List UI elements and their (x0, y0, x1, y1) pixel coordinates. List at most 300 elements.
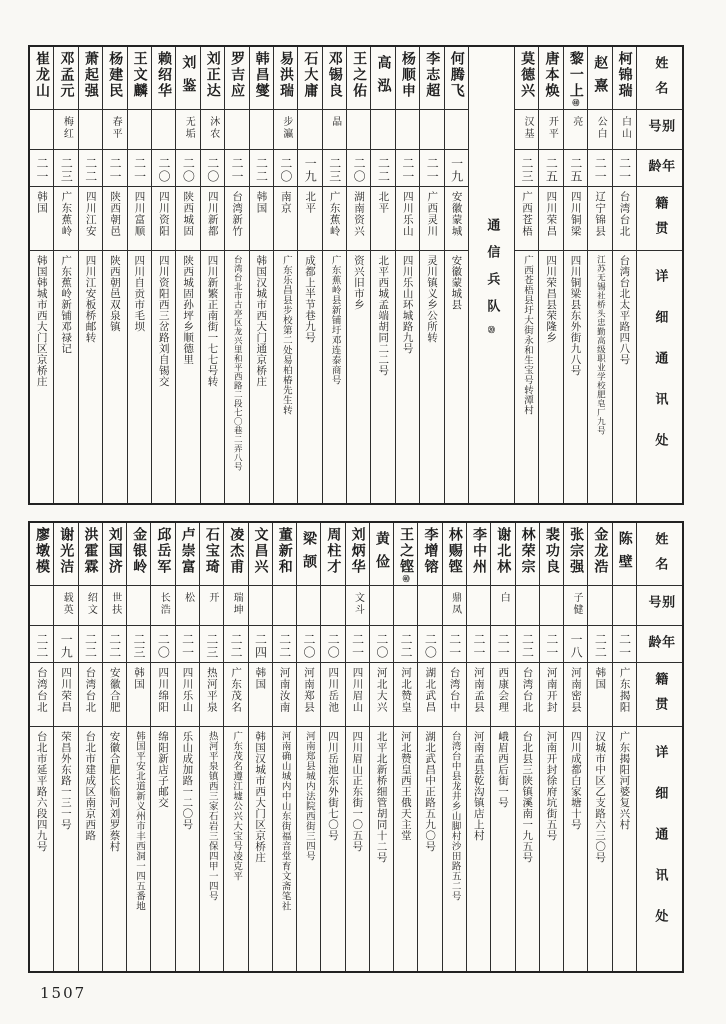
entry-address (273, 726, 296, 971)
entry-native (176, 662, 199, 726)
column-header-native (637, 186, 682, 250)
entry-age (515, 149, 538, 186)
directory-entry (587, 523, 611, 971)
entry-native (540, 662, 563, 726)
entry-age-text: 二〇 (205, 157, 220, 183)
entry-age-text: 二〇 (326, 633, 341, 659)
entry-alias (443, 585, 466, 625)
entry-name-text: 李中州 (471, 527, 488, 575)
entry-alias (516, 585, 539, 625)
entry-name (30, 523, 53, 585)
entry-native-text: 四川江安 (84, 191, 97, 237)
entry-native-text: 四川荣昌 (60, 667, 73, 713)
entry-alias (103, 109, 126, 149)
entry-address (321, 726, 344, 971)
entry-age (127, 625, 150, 662)
entry-native-text: 陕西城固 (182, 191, 195, 237)
unit-separator-cell-text: 通信兵队⑳ (484, 217, 500, 333)
entry-alias (539, 109, 562, 149)
entry-address (371, 250, 394, 503)
entry-address (79, 250, 102, 503)
entry-annotation-mark: ㊵ (571, 99, 581, 106)
entry-native-text: 四川眉山 (351, 667, 364, 713)
entry-address-text: 四川江安板桥邮转 (84, 255, 97, 343)
entry-age (396, 149, 419, 186)
entry-address (323, 250, 346, 503)
entry-native-text: 辽宁锦县 (594, 191, 607, 237)
entry-age-text: 二〇 (278, 157, 293, 183)
entry-age-text: 二二 (107, 633, 122, 659)
entry-age-text: 二二 (277, 633, 292, 659)
entry-name (445, 47, 468, 109)
entry-address (151, 726, 174, 971)
entry-name (128, 47, 151, 109)
entry-alias (103, 585, 126, 625)
entry-age-text: 二〇 (156, 157, 171, 183)
entry-age-text: 二一 (230, 157, 245, 183)
entry-age (420, 149, 443, 186)
column-header-alias-text: 别号 (645, 119, 675, 144)
entry-age-text: 二一 (471, 633, 486, 659)
entry-address (515, 250, 538, 503)
entry-age-text: 一九 (449, 157, 464, 183)
entry-address-text: 台北市建成区南京西路 (84, 731, 97, 841)
entry-native (273, 662, 296, 726)
entry-address (103, 250, 126, 503)
entry-address (79, 726, 102, 971)
entry-age-text: 二一 (593, 157, 608, 183)
entry-name-text: 杨建民 (107, 51, 124, 99)
entry-name (127, 523, 150, 585)
entry-native (323, 186, 346, 250)
entry-native (516, 662, 539, 726)
entry-age-text: 二一 (544, 633, 559, 659)
column-header-address-text: 详细通讯处 (652, 745, 668, 950)
entry-address (152, 250, 175, 503)
entry-address (564, 726, 587, 971)
entry-native (128, 186, 151, 250)
entry-address (103, 726, 126, 971)
entry-address-text: 绵阳新店子邮交 (157, 731, 170, 808)
entry-age-text: 二〇 (302, 633, 316, 659)
directory-entry (78, 523, 102, 971)
entry-alias-text: 松 (182, 592, 194, 604)
entry-alias (564, 585, 587, 625)
entry-address (588, 726, 611, 971)
entry-age-text: 二一 (496, 633, 511, 659)
directory-entry (612, 47, 636, 503)
entry-name (297, 523, 320, 585)
entry-address-text: 灵川镇义乡公所转 (425, 255, 438, 343)
entry-name-text: 唐本焕 (543, 51, 560, 99)
entry-name (443, 523, 466, 585)
directory-entry (514, 47, 538, 503)
entry-address (613, 726, 636, 971)
entry-address (347, 250, 370, 503)
entry-age (588, 625, 611, 662)
entry-age-text: 二一 (108, 157, 123, 183)
entry-name-text: 萧起强 (82, 51, 99, 99)
entry-alias-text: 梅红 (61, 116, 73, 140)
entry-age (54, 149, 77, 186)
entry-alias-text: 步瀛 (280, 116, 292, 140)
entry-alias (588, 109, 611, 149)
entry-alias (467, 585, 490, 625)
entry-age (588, 149, 611, 186)
entry-alias (249, 585, 272, 625)
entry-native-text: 河南开封 (545, 667, 558, 713)
entry-native (79, 186, 102, 250)
entry-native (491, 662, 514, 726)
entry-address-text: 热河平泉镇西三家石岩三保四甲一四号 (206, 731, 218, 901)
entry-alias-text: 白 (498, 592, 510, 604)
directory-entry (563, 47, 587, 503)
entry-name-text: 赖绍华 (156, 51, 172, 99)
entry-address-text: 汉城市中区乙支路六三〇号 (594, 731, 607, 863)
entry-address (176, 250, 199, 503)
entry-native-text: 韩国 (35, 191, 48, 214)
entry-age (491, 625, 514, 662)
entry-address (30, 726, 53, 971)
column-header-name (637, 47, 682, 109)
entry-native-text: 台湾台北 (618, 191, 631, 237)
directory-entry (30, 47, 53, 503)
entry-alias (515, 109, 538, 149)
entry-age-text: 二一 (400, 157, 415, 183)
entry-alias (321, 585, 344, 625)
entry-native (297, 662, 320, 726)
entry-name (491, 523, 514, 585)
entry-age-text: 一九 (303, 157, 318, 183)
entry-name (54, 523, 77, 585)
directory-entry (175, 523, 199, 971)
entry-age (394, 625, 417, 662)
entry-address-text: 河南孟县乾沟镇店上村 (472, 731, 485, 841)
column-header-name (637, 523, 682, 585)
column-header-alias-text: 别号 (645, 595, 675, 620)
entry-name-text: 柯锦瑞 (616, 51, 633, 99)
entry-alias (200, 585, 223, 625)
column-header-native-text: 籍贯 (652, 196, 668, 246)
entry-age-text: 二一 (180, 633, 195, 659)
entry-name-text: 刘国济 (106, 527, 123, 575)
directory-entry (53, 47, 77, 503)
entry-name (564, 47, 587, 109)
entry-address-text: 安徽蒙城县 (450, 255, 463, 310)
entry-native (613, 662, 636, 726)
entry-alias-text: 开平 (546, 116, 558, 140)
entry-age-text: 二一 (35, 157, 49, 183)
directory-entry (248, 523, 272, 971)
directory-entry (490, 523, 514, 971)
directory-entry (538, 47, 562, 503)
entry-name (298, 47, 321, 109)
entry-age-text: 二三 (520, 157, 535, 183)
directory-entry (150, 523, 174, 971)
directory-entry (175, 47, 199, 503)
directory-entry (369, 523, 393, 971)
entry-age-text: 二一 (425, 157, 440, 183)
entry-address-text: 四川眉山正东街一〇五号 (351, 731, 364, 852)
entry-address-text: 北平西城孟端胡同二二号 (377, 255, 390, 376)
entry-address-text: 四川自贡市毛坝 (133, 255, 146, 332)
entry-address-text: 河南确山城内中山东街福音堂育文斋笔社 (279, 731, 291, 911)
entry-native-text: 台湾台北 (35, 667, 48, 713)
entry-address-text: 河北赞皇西王俄天主堂 (399, 731, 412, 841)
directory-entry (563, 523, 587, 971)
entry-native (564, 186, 587, 250)
entry-address (274, 250, 297, 503)
entry-alias (225, 109, 248, 149)
entry-age-text: 二四 (253, 633, 268, 659)
entry-name-text: 洪霍霖 (82, 527, 99, 575)
entry-alias-text: 春平 (110, 116, 122, 140)
directory-entry (199, 523, 223, 971)
entry-name (224, 523, 247, 585)
entry-native-text: 河南密县 (570, 667, 583, 713)
unit-annotation-mark: ⑳ (487, 325, 497, 333)
entry-age (79, 149, 102, 186)
entry-age-text: 二一 (132, 157, 147, 183)
entry-name-text: 王之铿㊵ (398, 527, 415, 582)
entry-age-text: 二〇 (374, 633, 389, 659)
entry-alias-text: 鼎凤 (449, 592, 461, 616)
entry-age-text: 二五 (568, 157, 583, 183)
entry-alias (250, 109, 273, 149)
entry-age-text: 二二 (376, 157, 391, 183)
entry-alias-text: 晶 (329, 116, 341, 128)
entry-native-text: 四川铜梁 (569, 191, 582, 237)
directory-entry (249, 47, 273, 503)
entry-address-text: 陕西朝邑双泉镇 (108, 255, 121, 332)
entry-age (30, 625, 53, 662)
entry-name (151, 523, 174, 585)
entry-native (445, 186, 468, 250)
entry-native (225, 186, 248, 250)
directory-entry (297, 47, 321, 503)
entry-address (249, 726, 272, 971)
entry-native (200, 662, 223, 726)
entry-name (201, 47, 224, 109)
directory-entry (127, 47, 151, 503)
entry-address-text: 广东乐昌县步校第二处易柏椿先生转 (280, 255, 292, 415)
entry-name (200, 523, 223, 585)
column-header-alias (637, 109, 682, 149)
entry-address-text: 台湾台中县龙井乡山脚村沙田路五二号 (449, 731, 461, 901)
directory-entry (395, 47, 419, 503)
directory-entry (126, 523, 150, 971)
entry-age (152, 149, 175, 186)
entry-age-text: 二一 (350, 633, 365, 659)
entry-native-text: 四川乐山 (181, 667, 194, 713)
entry-name (467, 523, 490, 585)
entry-name (515, 47, 538, 109)
entry-address (128, 250, 151, 503)
entry-alias-text: 公白 (595, 116, 607, 140)
entry-address (418, 726, 441, 971)
entry-name-text: 谢光洁 (58, 527, 75, 575)
entry-native (564, 662, 587, 726)
entry-name (250, 47, 273, 109)
entry-native-text: 湖北武昌 (424, 667, 437, 713)
entry-age (371, 149, 394, 186)
unit-separator-column (468, 47, 514, 503)
entry-name-text: 高泓 (375, 55, 392, 101)
entry-alias (128, 109, 151, 149)
entry-age (225, 149, 248, 186)
header-column (636, 523, 682, 971)
entry-name-text: 裴功良 (543, 527, 560, 575)
entry-age-text: 二二 (229, 633, 244, 659)
entry-address (297, 726, 320, 971)
entry-age (200, 625, 223, 662)
entry-age-text: 二二 (593, 633, 608, 659)
entry-name (323, 47, 346, 109)
entry-native (274, 186, 297, 250)
entry-native (127, 662, 150, 726)
entry-address (539, 250, 562, 503)
entry-address-text: 四川乐山环城路九号 (401, 255, 414, 354)
entry-address-text: 河南开封徐府坑街五号 (545, 731, 558, 841)
entry-native-text: 广西灵川 (426, 191, 439, 237)
entry-alias (396, 109, 419, 149)
entry-address (443, 726, 466, 971)
entry-age (321, 625, 344, 662)
entry-age (323, 149, 346, 186)
entry-age-text: 二〇 (156, 633, 171, 659)
entry-native (54, 186, 77, 250)
entry-age-text: 二五 (544, 157, 559, 183)
entry-alias-text: 无垢 (183, 116, 195, 140)
directory-entry (272, 523, 296, 971)
entry-alias (30, 109, 53, 149)
directory-entry (587, 47, 611, 503)
entry-age (445, 149, 468, 186)
entry-name (346, 523, 369, 585)
entry-native (467, 662, 490, 726)
entry-alias (152, 109, 175, 149)
entry-address (54, 726, 77, 971)
entry-name-text: 黎一上㊵ (567, 51, 584, 106)
entry-native (588, 662, 611, 726)
directory-entry (466, 523, 490, 971)
directory-entry (53, 523, 77, 971)
entry-native-text: 广东蕉岭 (328, 191, 341, 237)
entry-alias (491, 585, 514, 625)
entry-address (491, 726, 514, 971)
entry-address-text: 台湾台北市古亭区龙兴里和平西路二段七〇巷二弄八号 (232, 255, 243, 471)
entry-name (418, 523, 441, 585)
entry-native (394, 662, 417, 726)
entry-native (420, 186, 443, 250)
column-header-age-text: 年龄 (645, 635, 675, 660)
entry-native-text: 北平 (304, 191, 317, 214)
entry-alias (588, 585, 611, 625)
entry-age (370, 625, 393, 662)
entry-address (588, 250, 611, 503)
directory-entry (273, 47, 297, 503)
column-header-native-text: 籍贯 (652, 672, 668, 722)
directory-entry (419, 47, 443, 503)
entry-native-text: 四川岳池 (327, 667, 340, 713)
entry-age (274, 149, 297, 186)
entry-native-text: 台湾台中 (448, 667, 461, 713)
directory-entry (612, 523, 636, 971)
entry-address-text: 安徽合肥长临河刘罗蔡村 (108, 731, 121, 852)
entry-name-text: 石宝琦 (203, 527, 220, 575)
column-header-address-text: 详细通讯处 (652, 269, 668, 474)
entry-native-text: 台湾台北 (521, 667, 534, 713)
directory-entry (320, 523, 344, 971)
entry-native (396, 186, 419, 250)
directory-entry (345, 523, 369, 971)
entry-age (298, 149, 321, 186)
directory-entry (151, 47, 175, 503)
entry-age (347, 149, 370, 186)
entry-name-text: 卢崇富 (179, 527, 196, 575)
entry-alias (79, 585, 102, 625)
entry-age (297, 625, 320, 662)
entry-name-text: 杨顺申 (399, 51, 416, 99)
page-number: 1507 (40, 984, 87, 1002)
entry-age-text: 二三 (59, 157, 74, 183)
entry-address (30, 250, 53, 503)
entry-native-text: 南京 (279, 191, 292, 214)
entry-age (564, 149, 587, 186)
entry-native-text: 河北赞皇 (400, 667, 413, 713)
entry-native (54, 662, 77, 726)
entry-name (539, 47, 562, 109)
entry-native (539, 186, 562, 250)
entry-name (176, 523, 199, 585)
entry-name-text: 凌杰甫 (228, 527, 245, 575)
entry-native-text: 韩国 (594, 667, 607, 690)
entry-age (54, 625, 77, 662)
entry-name-text: 刘正达 (204, 51, 221, 99)
entry-alias-text: 世扶 (109, 592, 121, 616)
entry-alias-text: 开 (206, 592, 218, 604)
entry-address-text: 陕西城固孙坪乡顺德里 (182, 255, 195, 365)
entry-name (79, 47, 102, 109)
entry-age-text: 二二 (254, 157, 269, 183)
entry-address-text: 湖北武昌中正路五九〇号 (424, 731, 437, 852)
column-header-address (637, 726, 682, 971)
entry-name (588, 47, 611, 109)
entry-age-text: 二一 (447, 633, 462, 659)
entry-alias (224, 585, 247, 625)
entry-alias (323, 109, 346, 149)
entry-name (152, 47, 175, 109)
entry-address-text: 四川荣昌县荣隆乡 (545, 255, 558, 343)
entry-native-text: 台湾新竹 (231, 191, 244, 237)
entry-address (396, 250, 419, 503)
entry-name (420, 47, 443, 109)
entry-name-text: 张宗强 (568, 527, 585, 575)
entry-native-text: 四川新都 (206, 191, 219, 237)
entry-alias (274, 109, 297, 149)
entry-name-text: 刘鉴 (180, 55, 197, 101)
entry-address-text: 乐山成加路一二〇号 (181, 731, 194, 830)
entry-address (394, 726, 417, 971)
entry-address-text: 台湾台北太平路四八号 (618, 255, 631, 365)
entry-alias (54, 109, 77, 149)
entry-native-text: 广东揭阳 (618, 667, 631, 713)
entry-native-text: 热河平泉 (205, 667, 218, 713)
entry-native-text: 河南汝南 (278, 667, 291, 713)
entry-name (396, 47, 419, 109)
entry-alias (371, 109, 394, 149)
entry-address (201, 250, 224, 503)
